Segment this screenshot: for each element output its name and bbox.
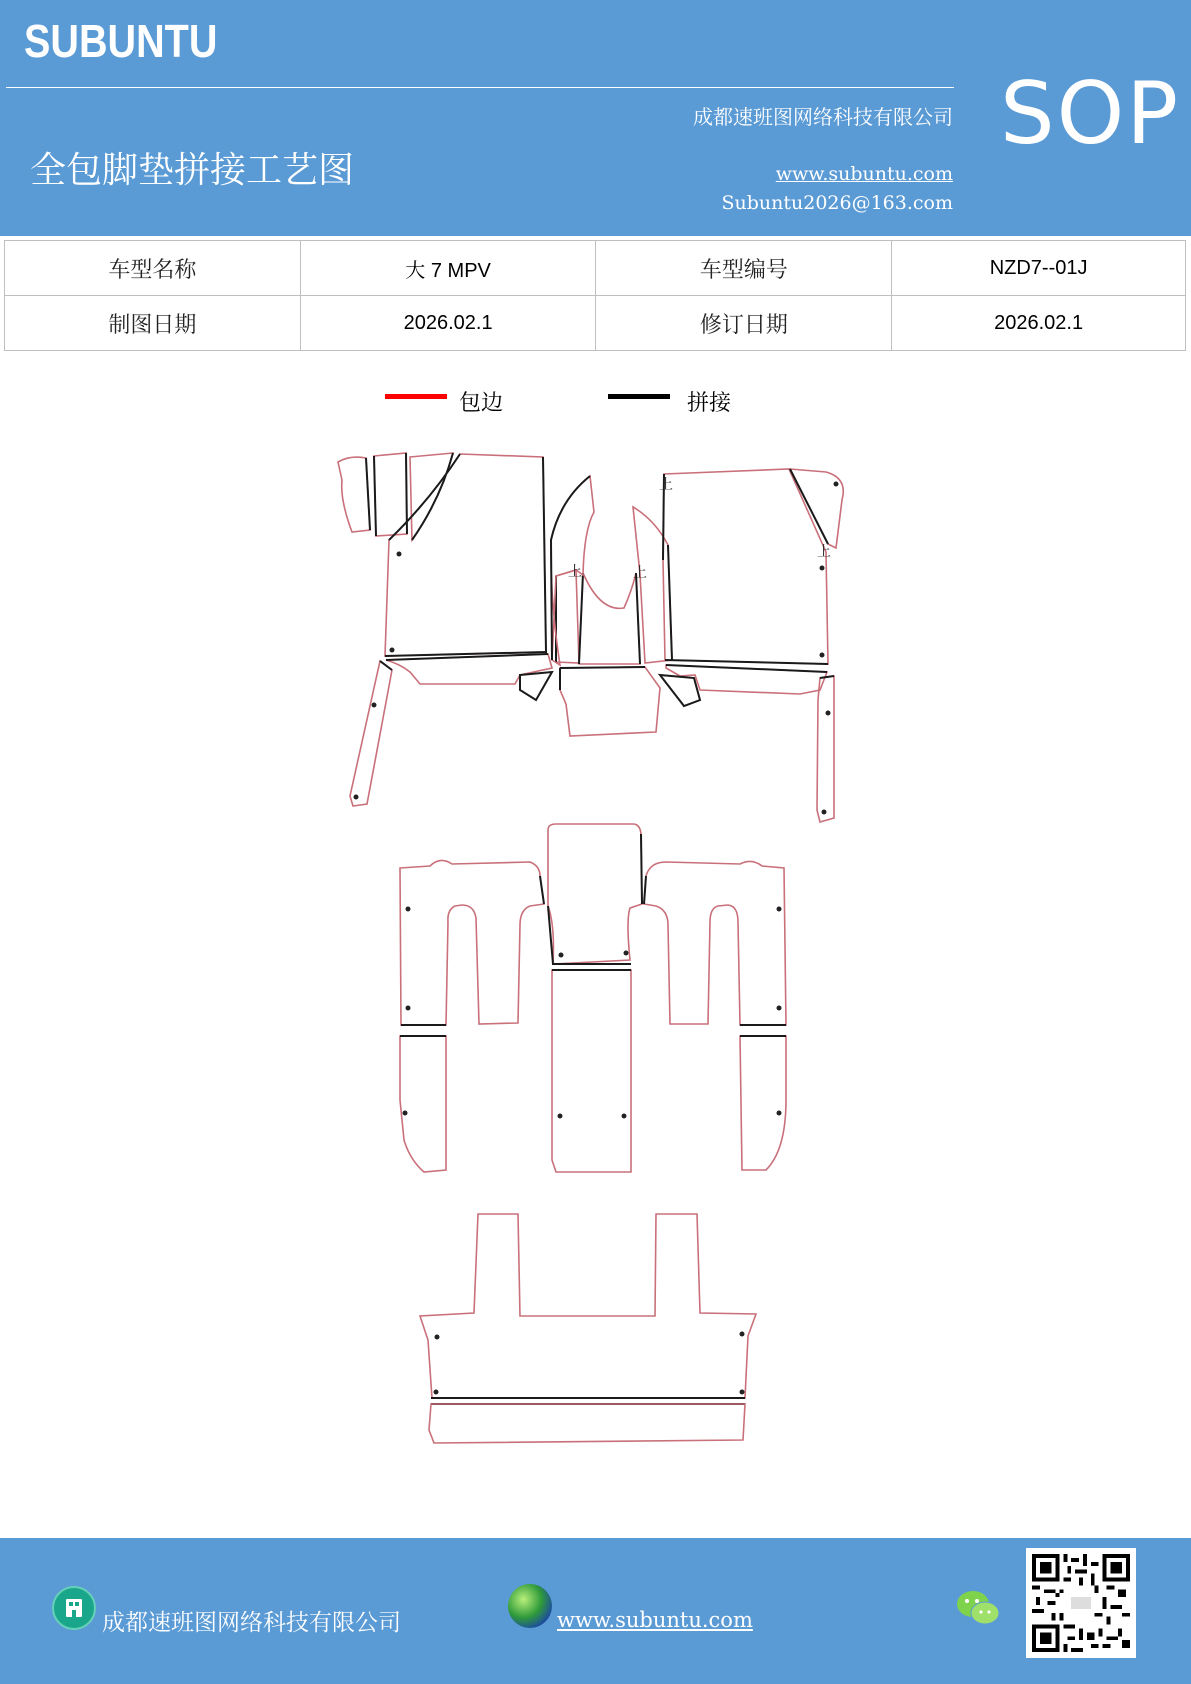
front-mat-group xyxy=(338,453,843,822)
mat-piece xyxy=(579,573,640,664)
header-email: Subuntu2026@163.com xyxy=(721,192,953,214)
mat-piece xyxy=(420,1214,756,1398)
legend-seam-label: 拼接 xyxy=(687,391,732,416)
sop-badge: SOP xyxy=(1000,64,1181,164)
legend-edge-swatch xyxy=(385,394,447,399)
draw-date-value: 2026.02.1 xyxy=(300,296,596,351)
page-title: 全包脚垫拼接工艺图 xyxy=(30,150,355,191)
mat-drawing xyxy=(0,430,1191,1450)
mat-piece xyxy=(790,469,843,548)
revision-date-label: 修订日期 xyxy=(596,296,892,351)
mat-piece xyxy=(663,469,828,664)
mat-piece xyxy=(560,667,660,736)
footer-company: 成都速班图网络科技有限公司 xyxy=(102,1610,401,1636)
mat-piece xyxy=(400,1036,446,1172)
mat-piece xyxy=(556,570,579,663)
mat-piece xyxy=(548,824,642,964)
footer xyxy=(0,1538,1191,1684)
mat-piece xyxy=(385,454,546,656)
model-code-value: NZD7--01J xyxy=(892,241,1186,296)
header-divider xyxy=(6,87,954,88)
table-row xyxy=(5,241,1186,296)
legend xyxy=(0,385,1191,425)
up-marker: 上 xyxy=(817,544,831,560)
wechat-icon[interactable] xyxy=(955,1588,1001,1628)
mat-piece xyxy=(552,970,631,1172)
mat-piece xyxy=(350,661,392,806)
model-name-value: 大 7 MPV xyxy=(300,241,596,296)
legend-edge-label: 包边 xyxy=(459,391,504,416)
up-marker: 上 xyxy=(568,564,582,580)
header-company: 成都速班图网络科技有限公司 xyxy=(693,105,953,129)
mat-piece xyxy=(338,457,370,532)
mat-piece xyxy=(740,1036,786,1170)
qr-code xyxy=(1026,1548,1136,1658)
header xyxy=(0,0,1191,236)
mat-piece xyxy=(644,861,786,1025)
up-marker: 上 xyxy=(633,565,647,581)
revision-date-value: 2026.02.1 xyxy=(892,296,1186,351)
second-row-mat-group xyxy=(400,824,786,1172)
brand-logo: SUBUNTU xyxy=(24,15,218,67)
globe-icon xyxy=(508,1584,552,1628)
info-table xyxy=(4,240,1186,351)
building-icon xyxy=(52,1586,96,1630)
mat-piece xyxy=(817,676,834,822)
table-row xyxy=(5,296,1186,351)
mat-piece xyxy=(410,453,453,540)
model-name-label: 车型名称 xyxy=(5,241,301,296)
header-website-link[interactable]: www.subuntu.com xyxy=(775,163,953,185)
mat-piece xyxy=(374,453,407,536)
legend-seam-swatch xyxy=(608,394,670,399)
draw-date-label: 制图日期 xyxy=(5,296,301,351)
third-row-mat-group xyxy=(420,1214,756,1443)
mat-piece xyxy=(429,1404,745,1443)
up-marker: 上 xyxy=(659,477,673,493)
mat-piece xyxy=(400,860,544,1025)
model-code-label: 车型编号 xyxy=(596,241,892,296)
footer-website-link[interactable]: www.subuntu.com xyxy=(557,1608,753,1632)
